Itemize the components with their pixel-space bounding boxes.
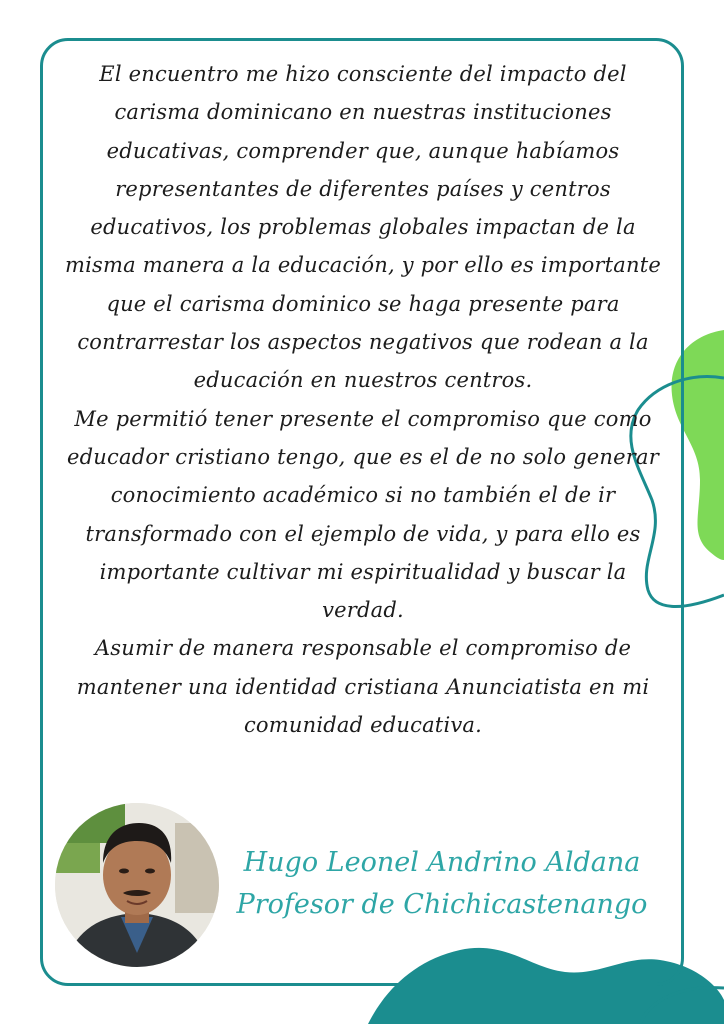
author-role: Profesor de Chichicastenango [236,889,648,920]
paragraph-3: Asumir de manera responsable el compromiso de mantener una identidad cristiana Anunciatista en mi comunidad educativa. [76,636,650,738]
portrait-illustration [55,803,219,967]
testimonial-text [58,55,668,744]
author-photo [55,803,219,967]
paragraph-1: El encuentro me hizo consciente del impacto del carisma dominicano en nuestras instituciones educativas, comprender que, aunque habíamos representantes de diferentes países y centros educativos, los problemas globales impactan de la misma manera a la educación, y por ello es importante que el carisma dominico se haga presente para contrarrestar los aspectos negativos que rodean a la educación en nuestros centros. [64,62,662,393]
paragraph-2: Me permitió tener presente el compromiso que como educador cristiano tengo, que es el de no solo generar conocimiento académico si no también el de ir transformado con el ejemplo de vida, y para ello es importante cultivar mi espiritualidad y buscar la verdad. [67,406,659,623]
author-name: Hugo Leonel Andrino Aldana [243,847,641,878]
signature-block [222,842,662,926]
